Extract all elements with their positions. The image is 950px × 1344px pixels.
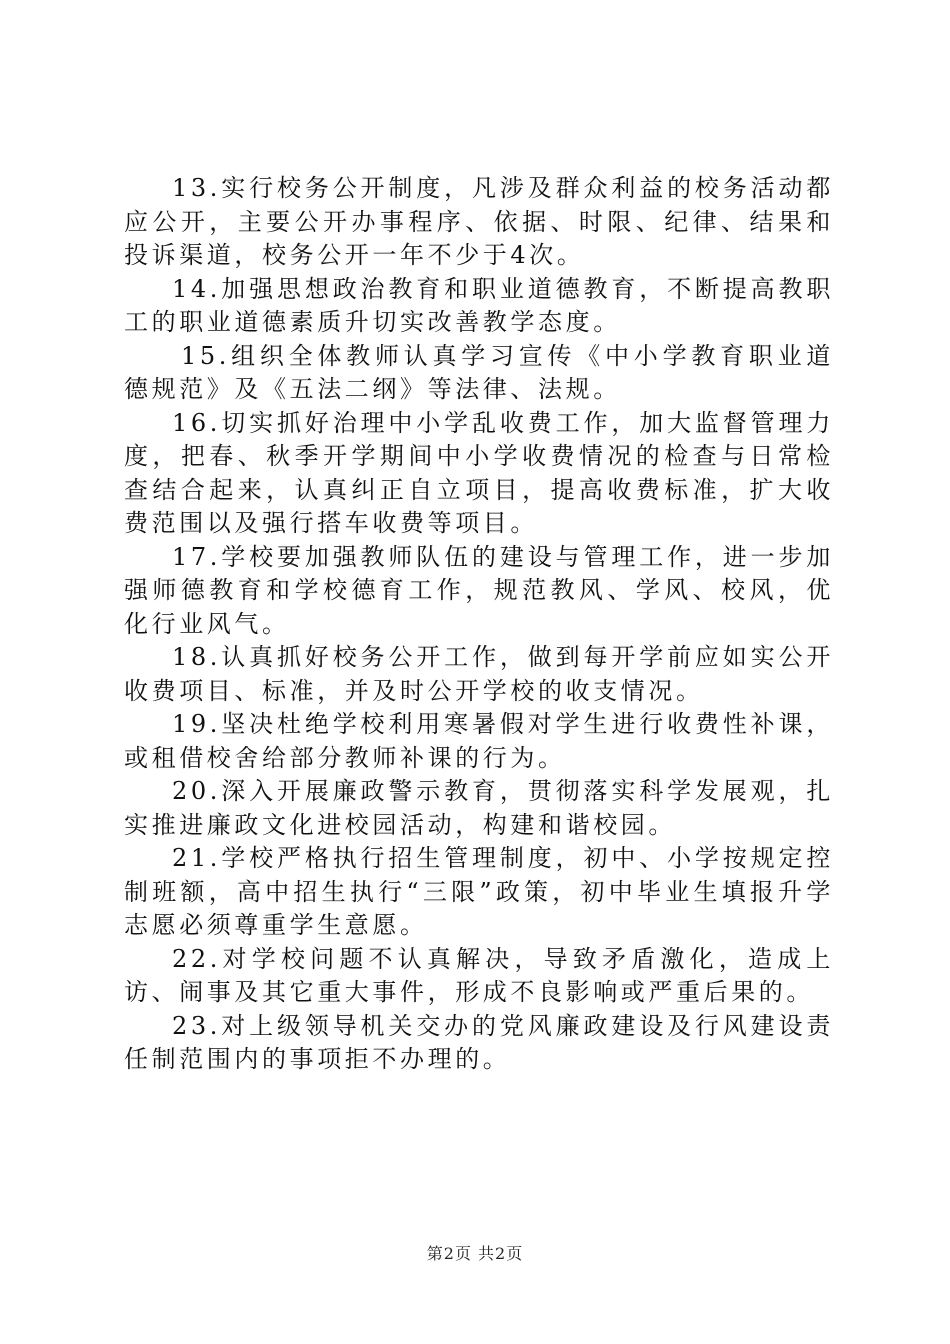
- paragraph-18: 18.认真抓好校务公开工作，做到每开学前应如实公开收费项目、标准，并及时公开学校的收支情况。: [124, 643, 834, 705]
- paragraph-13: 13.实行校务公开制度，凡涉及群众利益的校务活动都应公开，主要公开办事程序、依据、时限、纪律、结果和投诉渠道，校务公开一年不少于4次。: [124, 174, 834, 269]
- document-body: [124, 172, 834, 1077]
- paragraph-14: 14.加强思想政治教育和职业道德教育，不断提高教职工的职业道德素质升切实改善教学态度。: [124, 274, 834, 336]
- paragraph-20: 20.深入开展廉政警示教育，贯彻落实科学发展观，扎实推进廉政文化进校园活动，构建和谐校园。: [124, 777, 834, 839]
- paragraph-16: 16.切实抓好治理中小学乱收费工作，加大监督管理力度，把春、秋季开学期间中小学收费情况的检查与日常检查结合起来，认真纠正自立项目，提高收费标准，扩大收费范围以及强行搭车收费等项目。: [124, 408, 834, 537]
- paragraph-22: 22.对学校问题不认真解决，导致矛盾激化，造成上访、闹事及其它重大事件，形成不良影响或严重后果的。: [124, 944, 834, 1006]
- paragraph-23: 23.对上级领导机关交办的党风廉政建设及行风建设责任制范围内的事项拒不办理的。: [124, 1011, 834, 1073]
- paragraph-15: 15.组织全体教师认真学习宣传《中小学教育职业道德规范》及《五法二纲》等法律、法规。: [124, 341, 834, 403]
- paragraph-19: 19.坚决杜绝学校利用寒暑假对学生进行收费性补课，或租借校舍给部分教师补课的行为。: [124, 710, 834, 772]
- page-footer: 第2页 共2页: [426, 1244, 524, 1263]
- paragraph-17: 17.学校要加强教师队伍的建设与管理工作，进一步加强师德教育和学校德育工作，规范教风、学风、校风，优化行业风气。: [124, 542, 834, 638]
- paragraph-21: 21.学校严格执行招生管理制度，初中、小学按规定控制班额，高中招生执行“三限”政策，初中毕业生填报升学志愿必须尊重学生意愿。: [124, 844, 834, 939]
